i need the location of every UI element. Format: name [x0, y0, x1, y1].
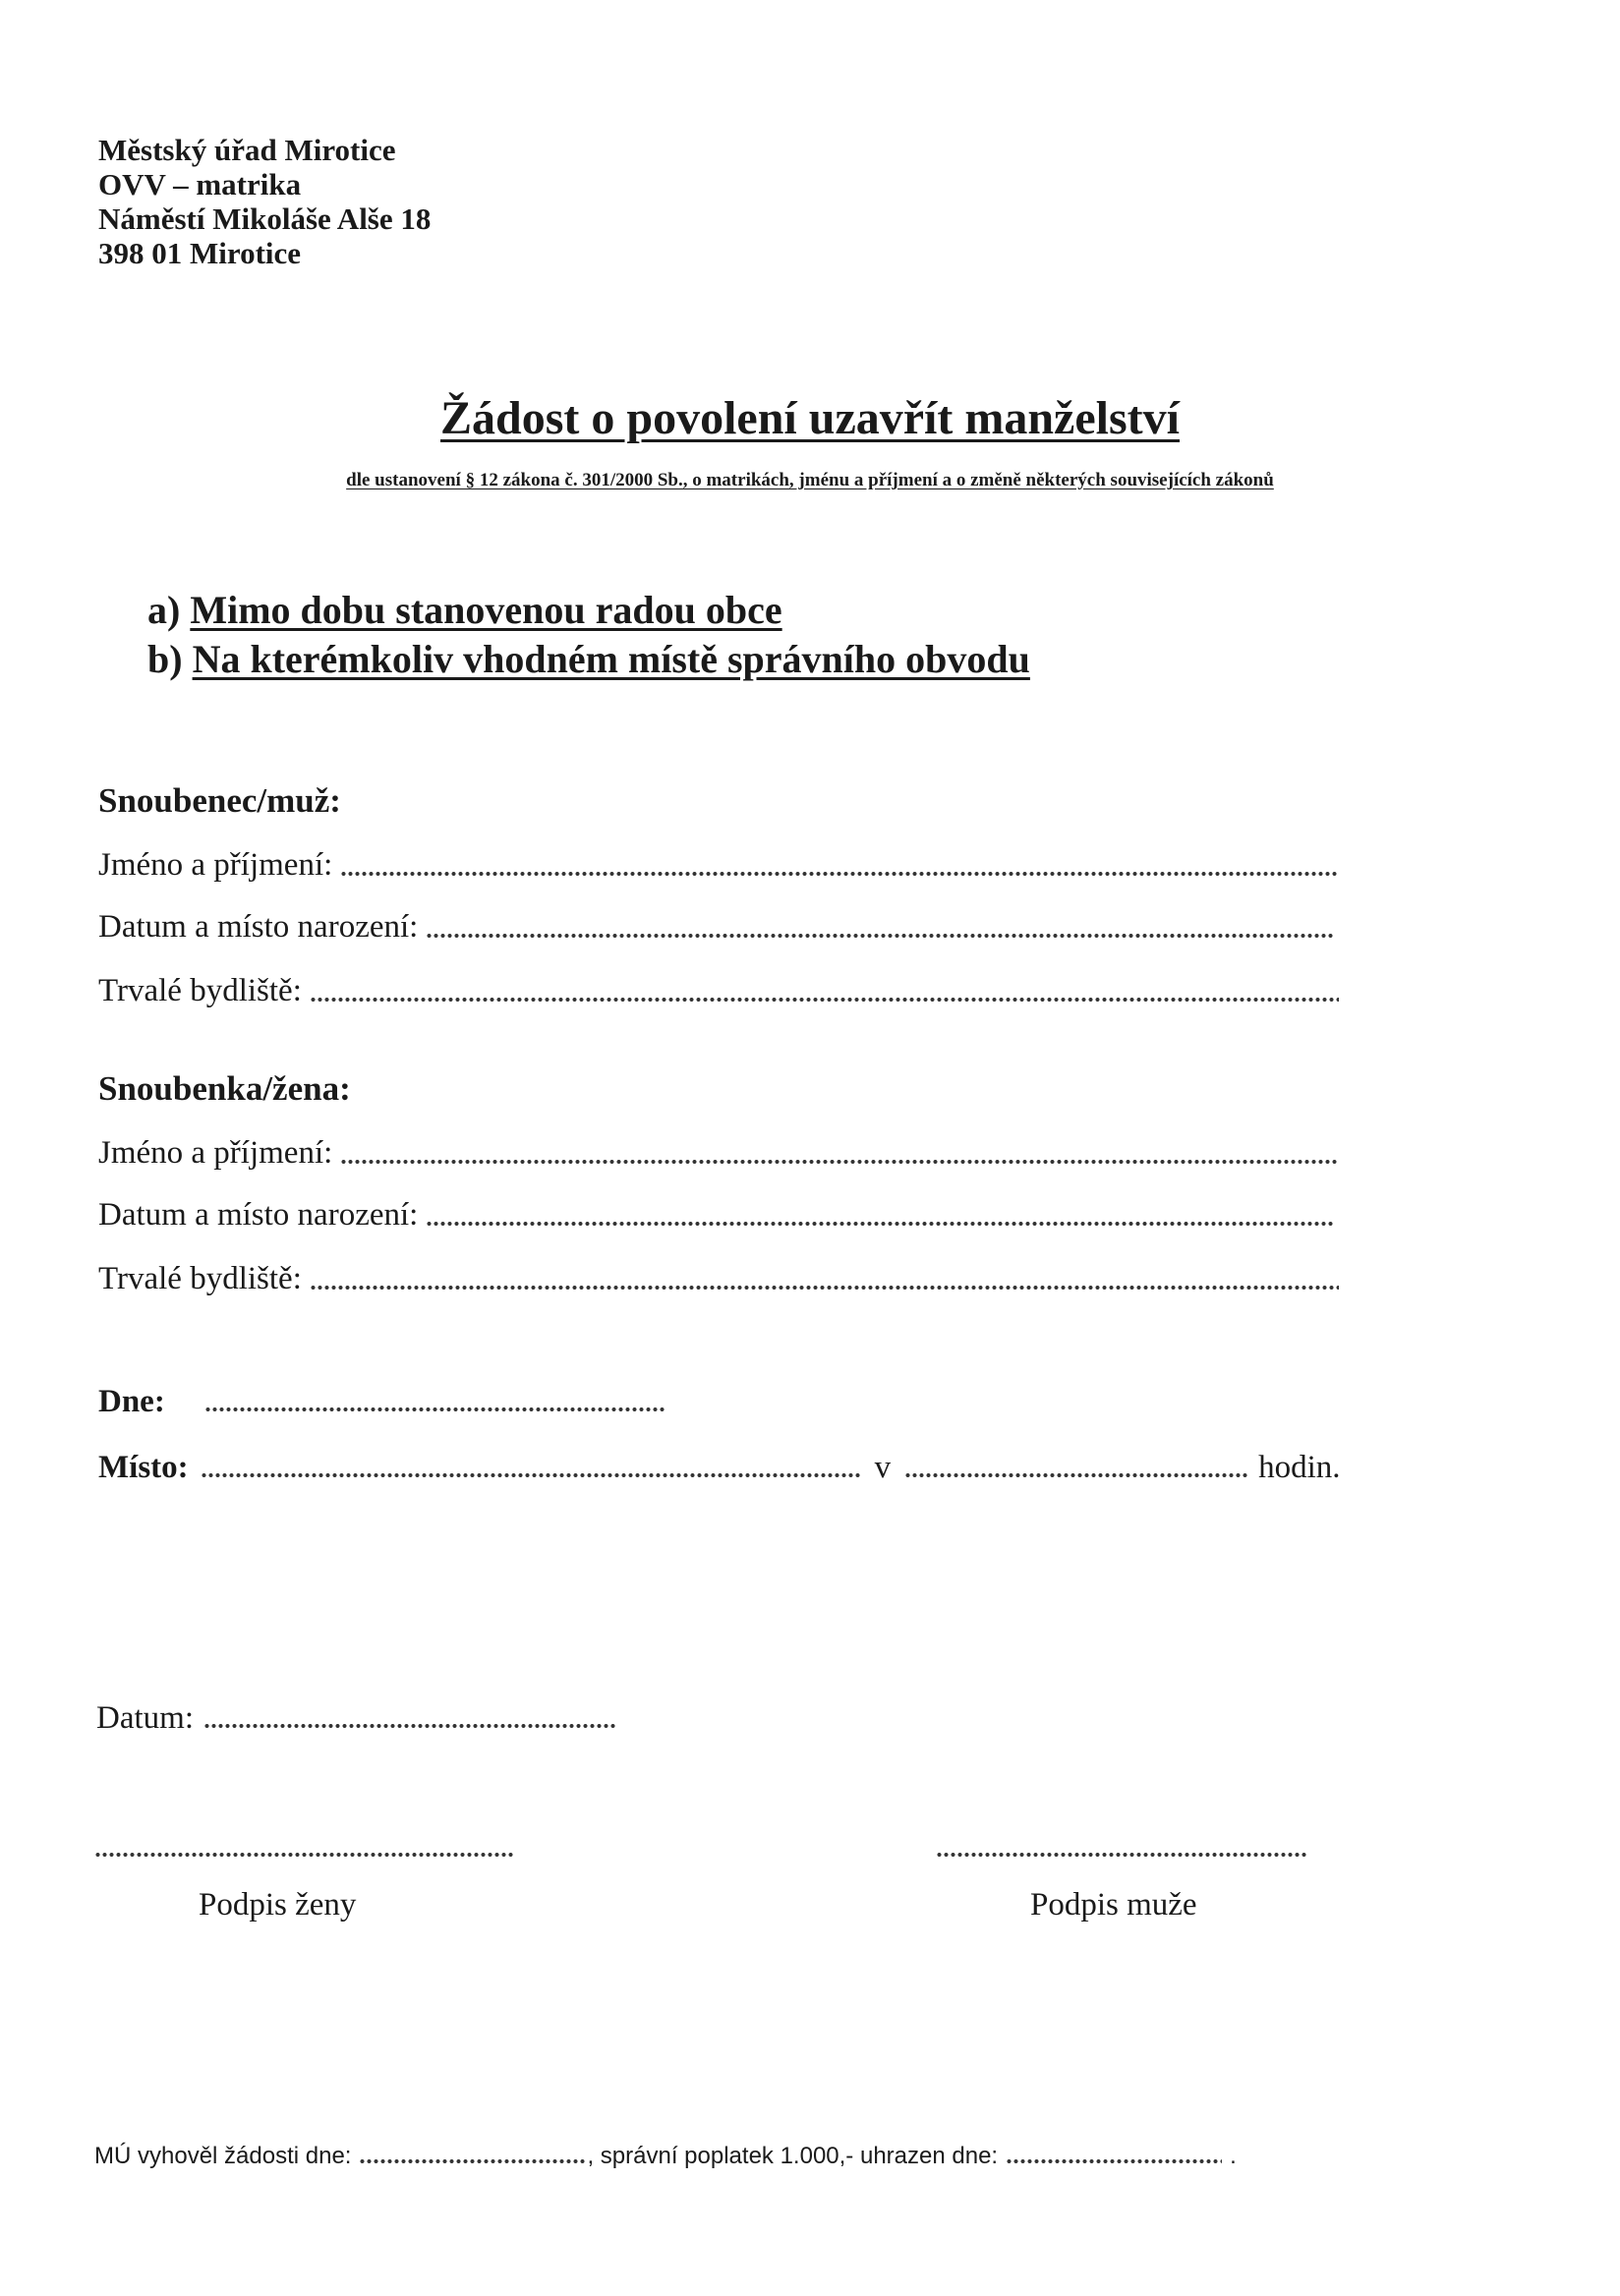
datum-field[interactable] [96, 1700, 616, 1737]
datum-label: Datum: [96, 1700, 194, 1736]
bride-address-blank[interactable] [310, 1286, 1339, 1290]
groom-address-field[interactable] [98, 973, 1339, 1009]
bride-name-field[interactable] [98, 1135, 1339, 1172]
approval-date-blank[interactable] [359, 2159, 587, 2163]
office-note-fee-label: , správní poplatek 1.000,- uhrazen dne: [587, 2143, 999, 2169]
bride-birth-blank[interactable] [426, 1222, 1335, 1226]
woman-signature-label: Podpis ženy [199, 1887, 357, 1923]
groom-name-field[interactable] [98, 847, 1339, 884]
bride-birth-field[interactable] [98, 1197, 1339, 1234]
groom-birth-label: Datum a místo narození: [98, 909, 419, 945]
woman-signature-line[interactable] [94, 1853, 515, 1857]
man-signature-line[interactable] [936, 1853, 1307, 1857]
document-title: Žádost o povolení uzavřít manželství [440, 392, 1180, 444]
groom-address-blank[interactable] [310, 998, 1339, 1002]
request-options [147, 586, 1030, 684]
address-line-street: Náměstí Mikoláše Alše 18 [98, 201, 432, 236]
datum-blank[interactable] [203, 1724, 616, 1728]
ceremony-place-blank[interactable] [201, 1473, 861, 1477]
ceremony-date-field[interactable] [98, 1384, 666, 1420]
ceremony-hours-label: hodin. [1258, 1450, 1341, 1485]
document-subtitle: dle ustanovení § 12 zákona č. 301/2000 Sb., o matrikách, jménu a příjmení a o změně některých souvisejících zákonů [346, 470, 1274, 490]
ceremony-at-label: v [874, 1450, 892, 1485]
option-a-text: Mimo dobu stanovenou radou obce [190, 588, 782, 632]
ceremony-time-blank[interactable] [904, 1473, 1248, 1477]
office-note-end: . [1230, 2143, 1237, 2169]
groom-name-blank[interactable] [340, 872, 1339, 876]
address-line-office: Městský úřad Mirotice [98, 133, 396, 167]
ceremony-date-label: Dne: [98, 1384, 165, 1419]
groom-name-label: Jméno a příjmení: [98, 847, 333, 883]
address-line-city: 398 01 Mirotice [98, 236, 302, 270]
bride-name-blank[interactable] [340, 1160, 1339, 1164]
groom-birth-blank[interactable] [426, 934, 1335, 938]
option-a-marker: a) [147, 588, 181, 632]
office-address [98, 133, 431, 270]
bride-heading: Snoubenka/žena: [98, 1069, 351, 1108]
option-b [147, 635, 1030, 684]
groom-heading: Snoubenec/muž: [98, 781, 341, 820]
man-signature-label: Podpis muže [1030, 1887, 1197, 1923]
ceremony-date-blank[interactable] [204, 1407, 666, 1411]
office-note [94, 2143, 1237, 2170]
ceremony-place-label: Místo: [98, 1450, 189, 1485]
bride-address-label: Trvalé bydliště: [98, 1261, 302, 1296]
option-a [147, 586, 1030, 635]
option-b-marker: b) [147, 637, 183, 681]
bride-name-label: Jméno a příjmení: [98, 1135, 333, 1171]
groom-birth-field[interactable] [98, 909, 1339, 946]
bride-birth-label: Datum a místo narození: [98, 1197, 419, 1233]
option-b-text: Na kterémkoliv vhodném místě správního obvodu [192, 637, 1030, 681]
bride-address-field[interactable] [98, 1261, 1339, 1297]
address-line-department: OVV – matrika [98, 167, 302, 201]
groom-address-label: Trvalé bydliště: [98, 973, 302, 1008]
fee-paid-date-blank[interactable] [1006, 2159, 1222, 2163]
ceremony-place-field[interactable] [98, 1450, 1341, 1486]
office-note-approved-label: MÚ vyhověl žádosti dne: [94, 2143, 352, 2169]
